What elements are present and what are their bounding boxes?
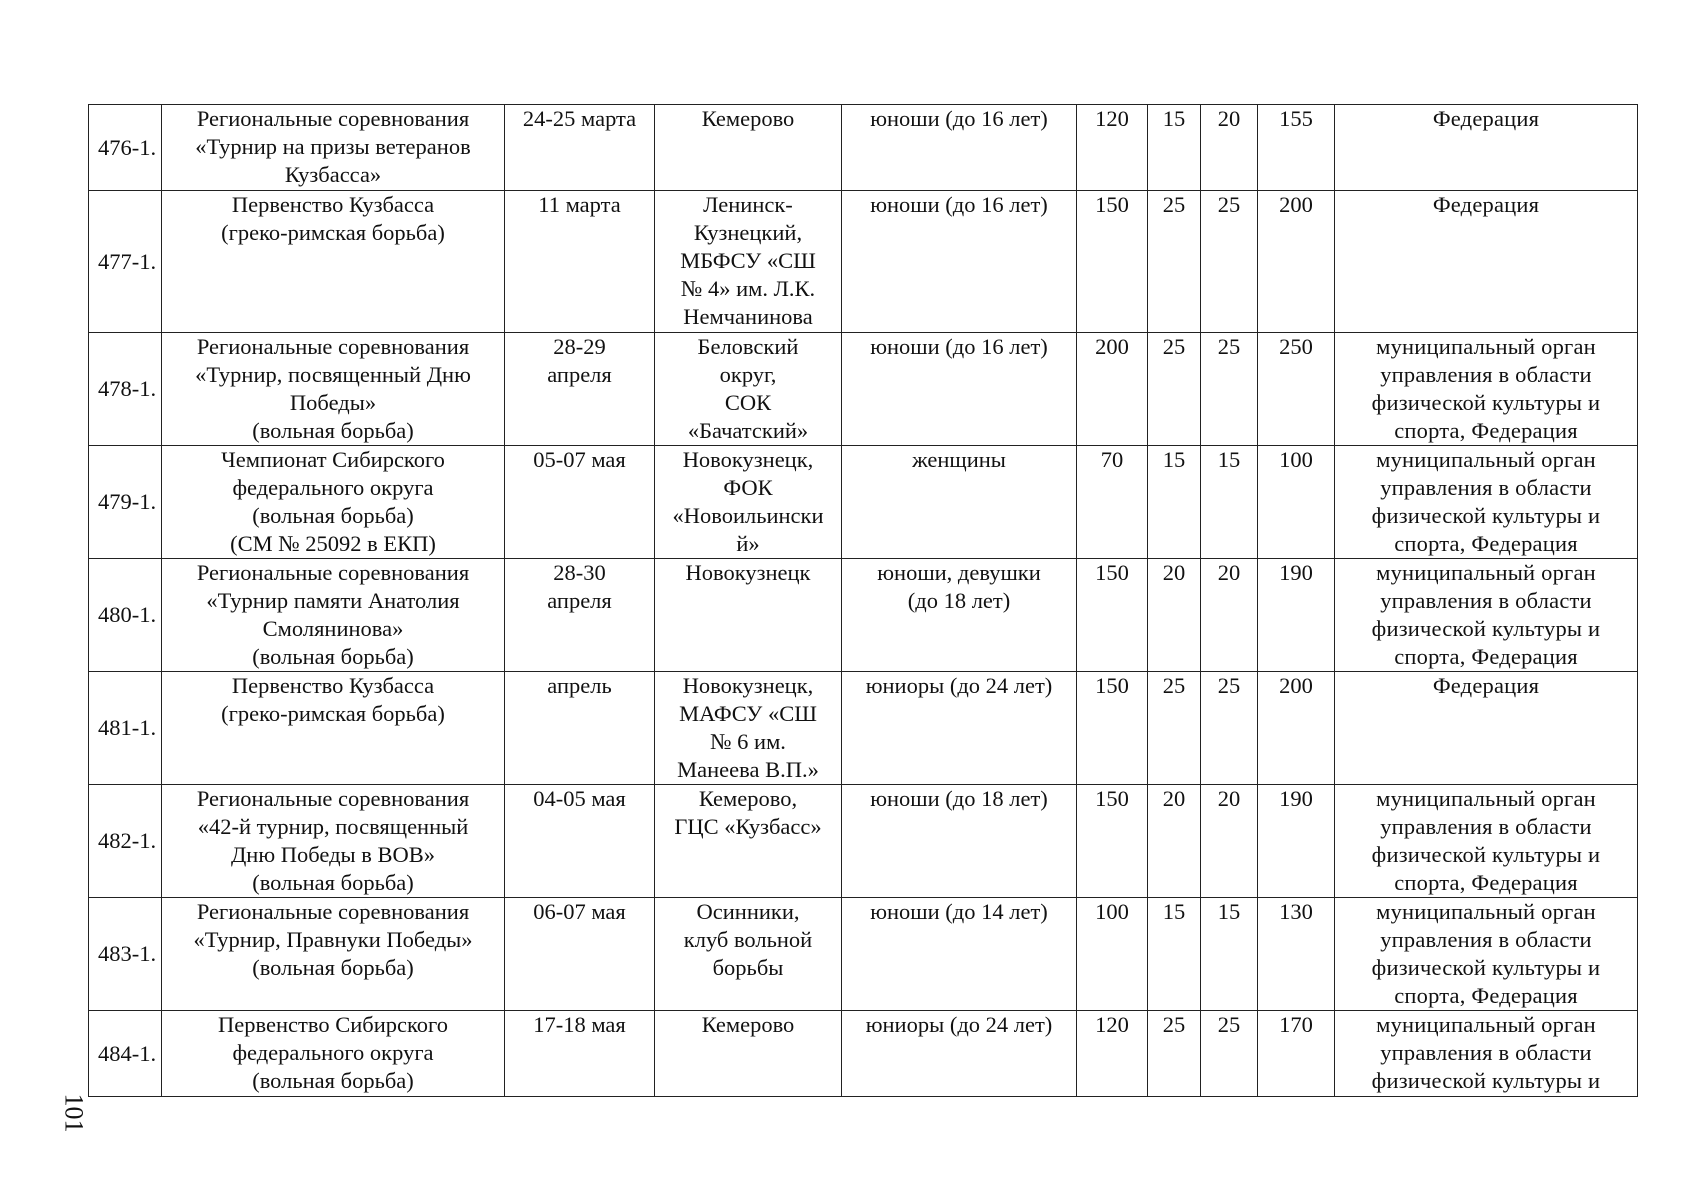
table-row [89,446,1638,559]
coaches-count-cell: 15 [1148,898,1201,1011]
coaches-count-cell: 25 [1148,672,1201,785]
organizer-cell: муниципальный орган управления в области физической культуры и спорта, Федерация [1335,785,1638,898]
athletes-count-cell: 150 [1077,559,1148,672]
participant-group-cell: женщины [842,446,1077,559]
table-row [89,559,1638,672]
event-date-cell: 28-29 апреля [505,333,655,446]
total-count-cell: 250 [1258,333,1335,446]
event-place-cell: Беловский округ, СОК «Бачатский» [655,333,842,446]
judges-count-cell: 20 [1201,785,1258,898]
event-date-cell: 24-25 марта [505,105,655,191]
event-place-cell: Новокузнецк [655,559,842,672]
judges-count-cell: 25 [1201,333,1258,446]
event-place-cell: Кемерово, ГЦС «Кузбасс» [655,785,842,898]
participant-group-cell: юниоры (до 24 лет) [842,672,1077,785]
total-count-cell: 130 [1258,898,1335,1011]
table-row [89,333,1638,446]
event-name-cell: Региональные соревнования «42-й турнир, посвященный Дню Победы в ВОВ» (вольная борьба) [162,785,505,898]
judges-count-cell: 20 [1201,105,1258,191]
athletes-count-cell: 120 [1077,1011,1148,1097]
athletes-count-cell: 100 [1077,898,1148,1011]
event-name-cell: Региональные соревнования «Турнир, посвященный Дню Победы» (вольная борьба) [162,333,505,446]
participant-group-cell: юноши (до 16 лет) [842,333,1077,446]
events-table [88,104,1638,1097]
organizer-cell: муниципальный орган управления в области физической культуры и спорта, Федерация [1335,559,1638,672]
event-place-cell: Ленинск- Кузнецкий, МБФСУ «СШ № 4» им. Л.К. Немчанинова [655,191,842,333]
coaches-count-cell: 25 [1148,1011,1201,1097]
row-number-cell: 480-1. [89,559,162,672]
event-date-cell: 28-30 апреля [505,559,655,672]
athletes-count-cell: 150 [1077,672,1148,785]
judges-count-cell: 20 [1201,559,1258,672]
event-place-cell: Кемерово [655,1011,842,1097]
judges-count-cell: 25 [1201,672,1258,785]
row-number-cell: 478-1. [89,333,162,446]
organizer-cell: Федерация [1335,672,1638,785]
row-number-cell: 477-1. [89,191,162,333]
total-count-cell: 200 [1258,672,1335,785]
participant-group-cell: юноши (до 18 лет) [842,785,1077,898]
coaches-count-cell: 15 [1148,446,1201,559]
table-row [89,785,1638,898]
event-name-cell: Региональные соревнования «Турнир, Правнуки Победы» (вольная борьба) [162,898,505,1011]
athletes-count-cell: 200 [1077,333,1148,446]
event-name-cell: Региональные соревнования «Турнир памяти Анатолия Смолянинова» (вольная борьба) [162,559,505,672]
event-date-cell: 06-07 мая [505,898,655,1011]
event-name-cell: Первенство Кузбасса (греко-римская борьба) [162,191,505,333]
organizer-cell: муниципальный орган управления в области физической культуры и спорта, Федерация [1335,446,1638,559]
participant-group-cell: юноши, девушки (до 18 лет) [842,559,1077,672]
participant-group-cell: юниоры (до 24 лет) [842,1011,1077,1097]
coaches-count-cell: 25 [1148,333,1201,446]
event-name-cell: Первенство Сибирского федерального округа (вольная борьба) [162,1011,505,1097]
event-date-cell: 05-07 мая [505,446,655,559]
total-count-cell: 200 [1258,191,1335,333]
organizer-cell: муниципальный орган управления в области физической культуры и [1335,1011,1638,1097]
event-name-cell: Чемпионат Сибирского федерального округа (вольная борьба) (СМ № 25092 в ЕКП) [162,446,505,559]
coaches-count-cell: 15 [1148,105,1201,191]
judges-count-cell: 15 [1201,898,1258,1011]
coaches-count-cell: 20 [1148,559,1201,672]
total-count-cell: 170 [1258,1011,1335,1097]
organizer-cell: Федерация [1335,105,1638,191]
table-row [89,191,1638,333]
event-name-cell: Первенство Кузбасса (греко-римская борьба) [162,672,505,785]
row-number-cell: 476-1. [89,105,162,191]
row-number-cell: 483-1. [89,898,162,1011]
event-date-cell: 17-18 мая [505,1011,655,1097]
judges-count-cell: 15 [1201,446,1258,559]
participant-group-cell: юноши (до 16 лет) [842,105,1077,191]
row-number-cell: 479-1. [89,446,162,559]
organizer-cell: Федерация [1335,191,1638,333]
event-place-cell: Осинники, клуб вольной борьбы [655,898,842,1011]
coaches-count-cell: 25 [1148,191,1201,333]
row-number-cell: 481-1. [89,672,162,785]
table-row [89,105,1638,191]
page-number: 101 [59,1093,89,1133]
event-place-cell: Новокузнецк, ФОК «Новоильински й» [655,446,842,559]
organizer-cell: муниципальный орган управления в области физической культуры и спорта, Федерация [1335,333,1638,446]
event-name-cell: Региональные соревнования «Турнир на призы ветеранов Кузбасса» [162,105,505,191]
total-count-cell: 155 [1258,105,1335,191]
total-count-cell: 100 [1258,446,1335,559]
total-count-cell: 190 [1258,785,1335,898]
participant-group-cell: юноши (до 14 лет) [842,898,1077,1011]
participant-group-cell: юноши (до 16 лет) [842,191,1077,333]
events-table-body [89,105,1638,1097]
table-row [89,672,1638,785]
table-row [89,1011,1638,1097]
athletes-count-cell: 70 [1077,446,1148,559]
athletes-count-cell: 150 [1077,191,1148,333]
table-row [89,898,1638,1011]
organizer-cell: муниципальный орган управления в области физической культуры и спорта, Федерация [1335,898,1638,1011]
judges-count-cell: 25 [1201,1011,1258,1097]
row-number-cell: 482-1. [89,785,162,898]
event-place-cell: Кемерово [655,105,842,191]
coaches-count-cell: 20 [1148,785,1201,898]
event-date-cell: 11 марта [505,191,655,333]
event-place-cell: Новокузнецк, МАФСУ «СШ № 6 им. Манеева В.П.» [655,672,842,785]
total-count-cell: 190 [1258,559,1335,672]
athletes-count-cell: 150 [1077,785,1148,898]
judges-count-cell: 25 [1201,191,1258,333]
event-date-cell: 04-05 мая [505,785,655,898]
event-date-cell: апрель [505,672,655,785]
athletes-count-cell: 120 [1077,105,1148,191]
row-number-cell: 484-1. [89,1011,162,1097]
